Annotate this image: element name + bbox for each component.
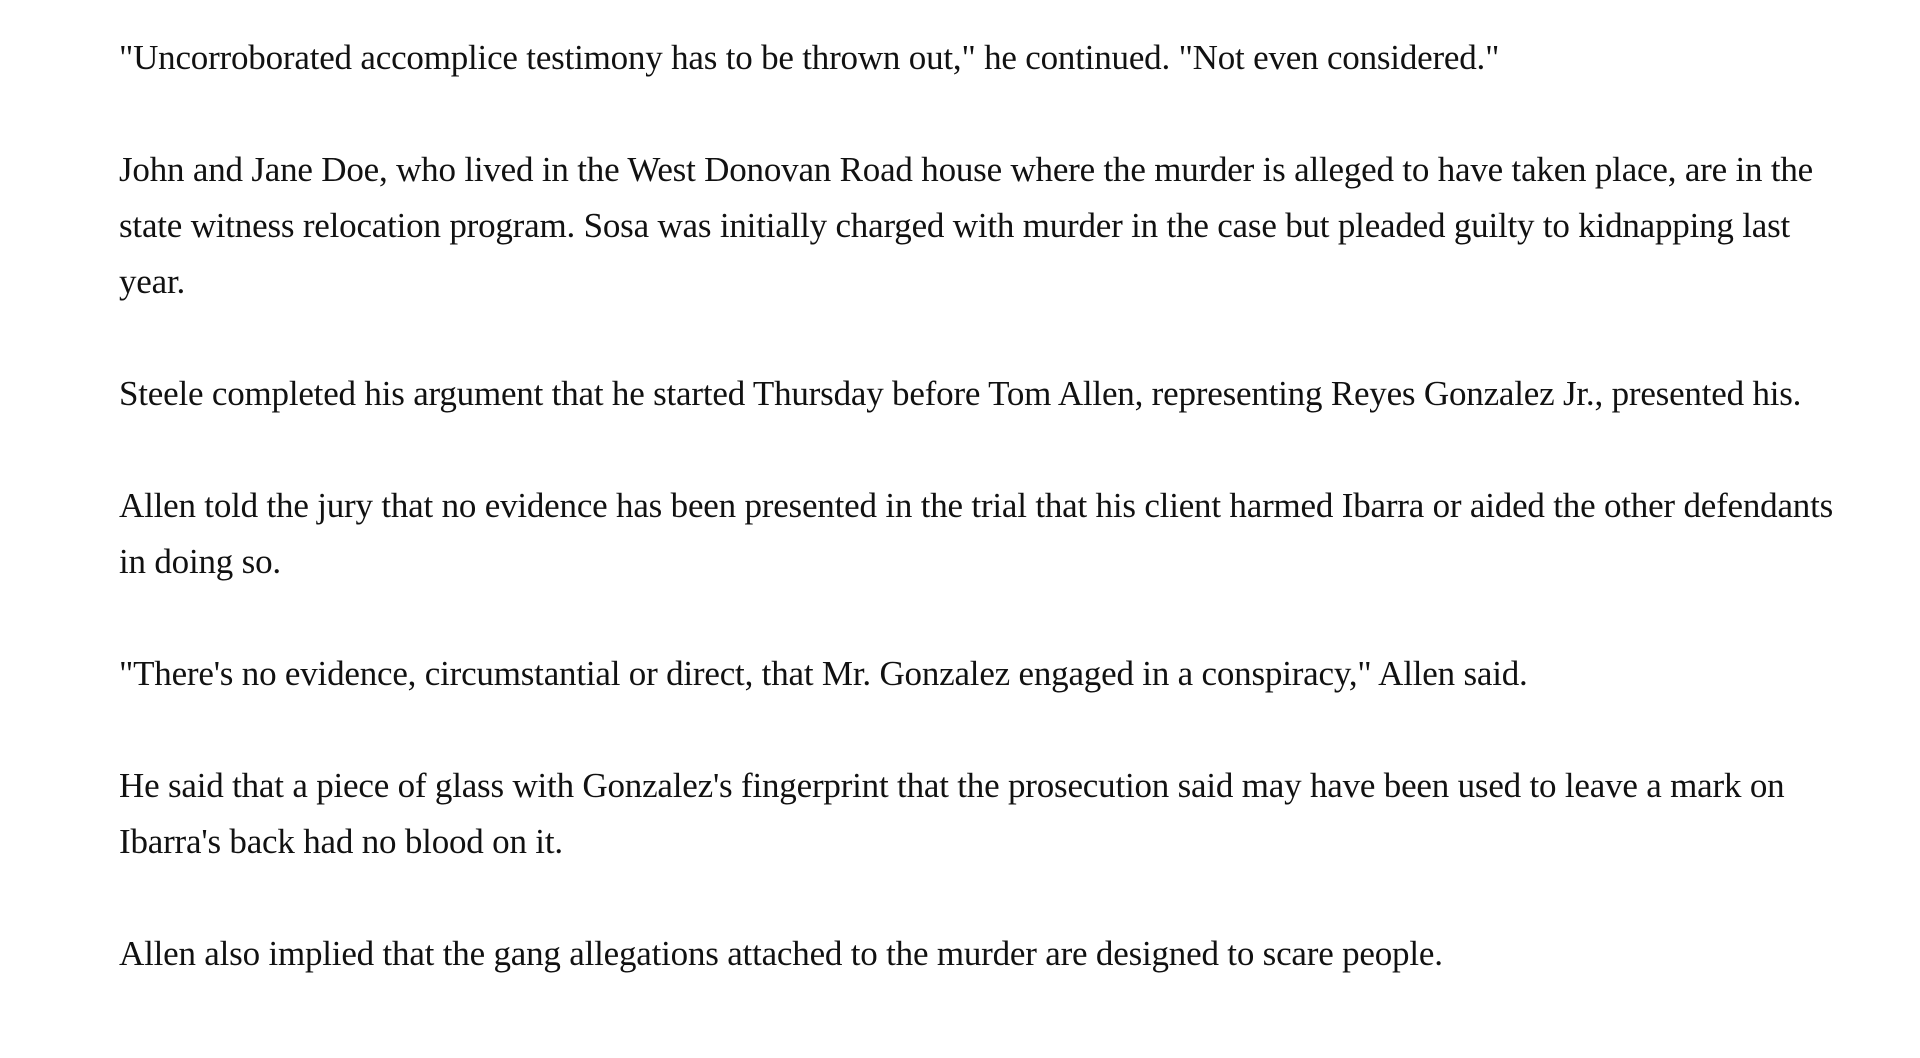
article-body <box>119 30 1839 982</box>
paragraph-allen-jury: Allen told the jury that no evidence has been presented in the trial that his client harmed Ibarra or aided the other defendants in doing so. <box>119 486 1834 581</box>
paragraph-gang-allegations: Allen also implied that the gang allegations attached to the murder are designed to scare people. <box>119 934 1443 973</box>
paragraph-witness-relocation: John and Jane Doe, who lived in the West Donovan Road house where the murder is alleged to have taken place, are in the state witness relocation program. Sosa was initially charged with murder in the case but pleaded guilty to kidnapping last year. <box>119 150 1814 301</box>
paragraph-steele-argument: Steele completed his argument that he started Thursday before Tom Allen, representing Reyes Gonzalez Jr., presented his. <box>119 374 1802 413</box>
paragraph-testimony-quote: "Uncorroborated accomplice testimony has to be thrown out," he continued. "Not even considered." <box>119 38 1500 77</box>
paragraph-fingerprint: He said that a piece of glass with Gonzalez's fingerprint that the prosecution said may have been used to leave a mark on Ibarra's back had no blood on it. <box>119 766 1785 861</box>
paragraph-allen-quote: "There's no evidence, circumstantial or direct, that Mr. Gonzalez engaged in a conspiracy," Allen said. <box>119 654 1528 693</box>
